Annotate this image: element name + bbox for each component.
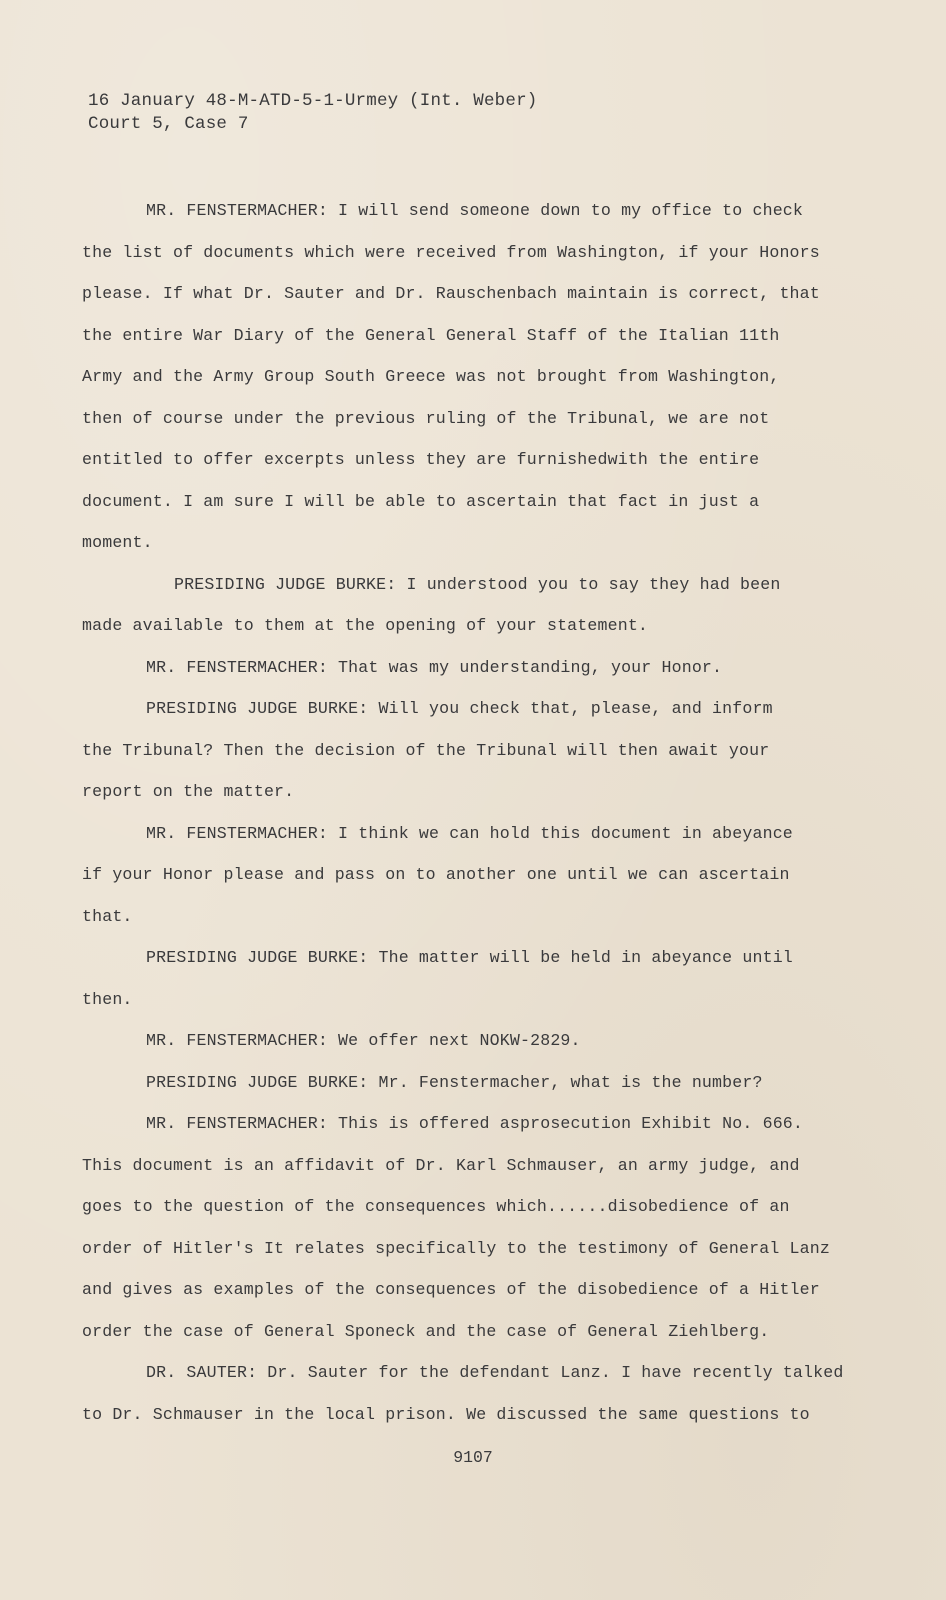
transcript-line: entitled to offer excerpts unless they are furnishedwith the entire: [82, 450, 760, 469]
page-number: 9107: [453, 1448, 493, 1467]
header-line-1: 16 January 48-M-ATD-5-1-Urmey (Int. Weber): [88, 91, 538, 111]
transcript-line: This document is an affidavit of Dr. Karl Schmauser, an army judge, and: [82, 1155, 800, 1175]
transcript-line: MR. FENSTERMACHER: I think we can hold this document in abeyance: [146, 823, 793, 843]
transcript-line: PRESIDING JUDGE BURKE: Mr. Fenstermacher, what is the number?: [146, 1072, 763, 1092]
transcript-line: the Tribunal? Then the decision of the Tribunal will then await your: [82, 740, 770, 760]
transcript-body: [82, 190, 842, 1435]
transcript-line: the list of documents which were received from Washington, if your Honors: [82, 242, 820, 262]
transcript-line: DR. SAUTER: Dr. Sauter for the defendant Lanz. I have recently talked: [146, 1363, 844, 1382]
transcript-line: report on the matter.: [82, 782, 295, 801]
transcript-line: to Dr. Schmauser in the local prison. We discussed the same questions to: [82, 1404, 810, 1424]
transcript-line: PRESIDING JUDGE BURKE: Will you check that, please, and inform: [146, 699, 773, 718]
transcript-line: MR. FENSTERMACHER: I will send someone down to my office to check: [146, 201, 804, 220]
transcript-line: if your Honor please and pass on to another one until we can ascertain: [82, 865, 790, 884]
transcript-line: goes to the question of the consequences which......disobedience of an: [82, 1197, 790, 1216]
transcript-line: and gives as examples of the consequences of the disobedience of a Hitler: [82, 1280, 820, 1299]
transcript-line: that.: [82, 906, 133, 926]
transcript-line: then.: [82, 989, 133, 1009]
document-header: [88, 90, 537, 136]
transcript-line: PRESIDING JUDGE BURKE: I understood you to say they had been: [174, 574, 781, 594]
transcript-line: Army and the Army Group South Greece was not brought from Washington,: [82, 367, 780, 386]
transcript-line: made available to them at the opening of your statement.: [82, 616, 649, 635]
transcript-line: order the case of General Sponeck and the case of General Ziehlberg.: [82, 1321, 770, 1341]
transcript-line: then of course under the previous ruling of the Tribunal, we are not: [82, 408, 770, 428]
transcript-line: the entire War Diary of the General General Staff of the Italian 11th: [82, 325, 780, 345]
transcript-line: MR. FENSTERMACHER: That was my understanding, your Honor.: [146, 657, 723, 677]
header-line-2: Court 5, Case 7: [88, 114, 249, 134]
transcript-line: MR. FENSTERMACHER: This is offered asprosecution Exhibit No. 666.: [146, 1114, 804, 1133]
transcript-line: moment.: [82, 533, 153, 552]
transcript-line: document. I am sure I will be able to ascertain that fact in just a: [82, 491, 760, 511]
transcript-line: order of Hitler's It relates specifically to the testimony of General Lanz: [82, 1238, 830, 1258]
transcript-line: PRESIDING JUDGE BURKE: The matter will be held in abeyance until: [146, 948, 793, 967]
transcript-line: MR. FENSTERMACHER: We offer next NOKW-2829.: [146, 1031, 581, 1050]
transcript-line: please. If what Dr. Sauter and Dr. Rauschenbach maintain is correct, that: [82, 284, 820, 303]
